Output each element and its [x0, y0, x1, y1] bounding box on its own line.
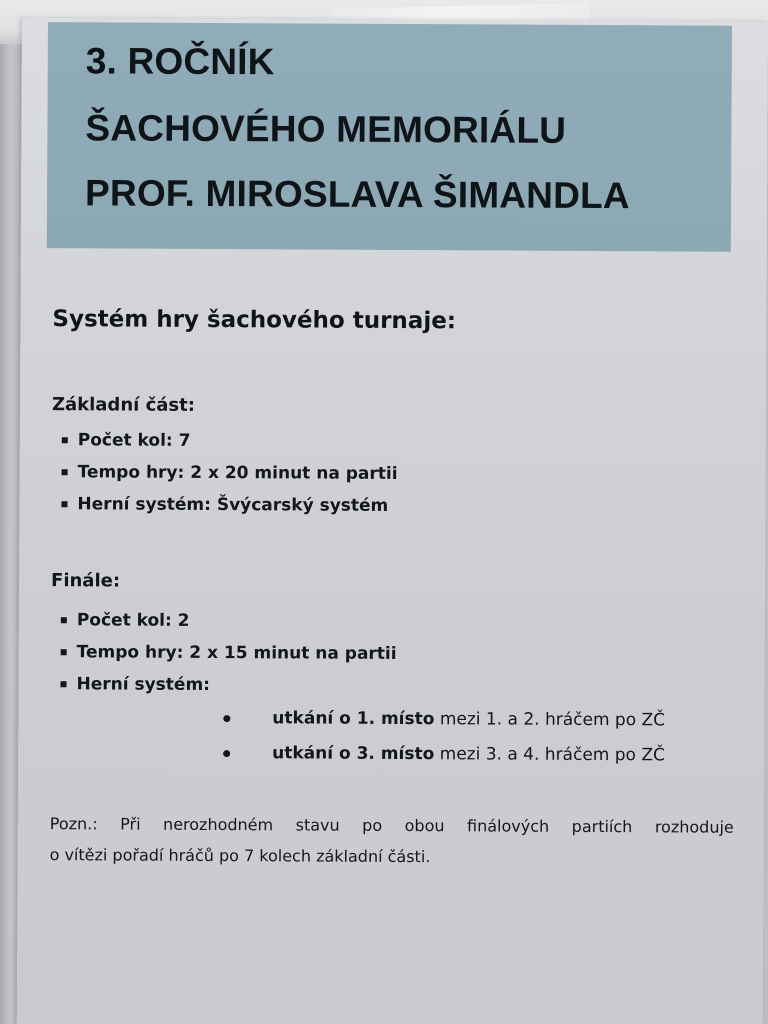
note-line-1: Pozn.: Při nerozhodném stavu po obou finálových partiích rozhoduje — [49, 814, 734, 837]
round-bullet-icon — [223, 750, 230, 757]
match-text — [272, 736, 665, 773]
match-bold-text: utkání o 1. místo — [272, 708, 435, 730]
list-item — [61, 488, 397, 522]
tournament-system-title: Systém hry šachového turnaje: — [52, 306, 457, 335]
square-bullet-icon — [62, 469, 68, 475]
header-line-2: ŠACHOVÉHO MEMORIÁLU — [85, 107, 567, 151]
header-line-1: 3. ROČNÍK — [85, 40, 275, 83]
round-bullet-icon — [223, 715, 230, 722]
list-item-text: Herní systém: — [76, 674, 211, 695]
list-item-text: Počet kol: 7 — [77, 430, 191, 451]
list-item — [62, 424, 398, 458]
list-item — [62, 456, 398, 490]
square-bullet-icon — [61, 649, 67, 655]
header-band — [47, 22, 732, 252]
finale-heading: Finále: — [50, 570, 121, 592]
square-bullet-icon — [61, 617, 67, 623]
note-paragraph — [50, 808, 734, 874]
square-bullet-icon — [60, 681, 66, 687]
list-item-text: Tempo hry: 2 x 20 minut na partii — [77, 462, 398, 484]
basic-part-heading: Základní část: — [51, 394, 195, 416]
list-item-text: Herní systém: Švýcarský systém — [77, 494, 389, 516]
list-item-text: Počet kol: 2 — [76, 610, 190, 631]
list-item — [61, 604, 397, 638]
list-item-text: Tempo hry: 2 x 15 minut na partii — [76, 642, 397, 664]
header-line-3: PROF. MIROSLAVA ŠIMANDLA — [84, 172, 630, 217]
note-line-2: o vítězi pořadí hráčů po 7 kolech základní části. — [49, 845, 431, 867]
match-rest-text: mezi 3. a 4. hráčem po ZČ — [434, 744, 665, 766]
poster — [17, 18, 768, 1024]
basic-part-list — [61, 424, 397, 522]
match-rest-text: mezi 1. a 2. hráčem po ZČ — [434, 709, 666, 731]
list-item — [60, 668, 396, 702]
match-text — [272, 701, 665, 738]
finale-list — [60, 604, 396, 702]
square-bullet-icon — [61, 501, 67, 507]
square-bullet-icon — [62, 437, 68, 443]
list-item — [61, 636, 397, 670]
match-bold-text: utkání o 3. místo — [272, 743, 435, 765]
